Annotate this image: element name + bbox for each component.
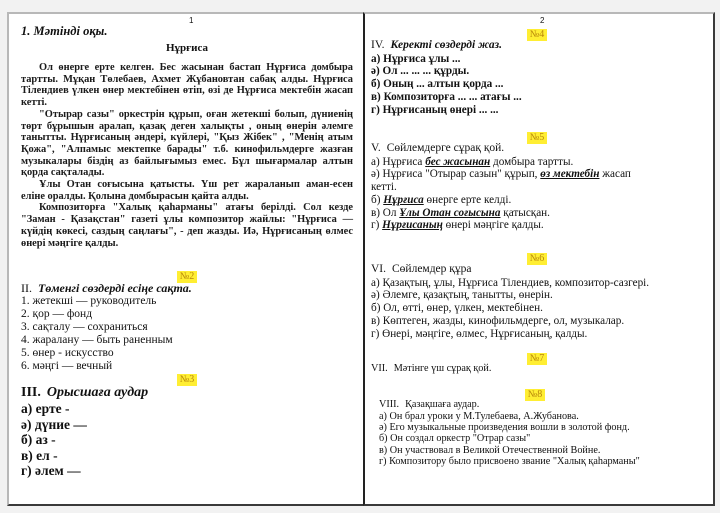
task-4-heading: IV. Керекті сөздерді жаз. — [371, 39, 502, 51]
story-title: Нұрғиса — [165, 42, 209, 54]
translate-item: ә) дүние — — [21, 416, 87, 432]
fill-item: в) Композиторға ... ... атағы ... — [371, 90, 522, 103]
translate-item: г) Композитору было присвоено звание "Халық қаһарманы" — [379, 455, 640, 467]
underlined-phrase: Нұрғисаның — [382, 219, 443, 232]
task-4-fill-words — [371, 26, 703, 116]
task-3-translate — [21, 371, 353, 479]
sentence-item: а) Қазақтың, ұлы, Нұрғиса Тілендиев, композитор-сазгері. — [371, 276, 650, 289]
paragraph: Композиторға "Халық қаһарманы" атағы берілді. Сол кезде "Заман - Қазақстан" газеті ұлы композитор жайлы: "Нұрғиса — күйдің көкесі, саздың саңлағы", - деп жазды. Иә, Нұрғисаның өлмес өнері мәңгіге қалды. — [21, 202, 353, 249]
vocab-item: 5. өнер - искусство — [21, 347, 114, 359]
task-7-three-questions — [371, 350, 703, 375]
task-badge: №5 — [527, 132, 548, 144]
task-7-heading: VII. Мәтінге үш сұрақ қой. — [371, 363, 492, 374]
translate-item: а) ерте - — [21, 401, 70, 416]
question-item: в) Ол Ұлы Отан соғысына қатысқан. — [371, 206, 550, 219]
fill-item: б) Оның ... алтын қорда ... — [371, 78, 504, 91]
fill-item: г) Нұрғисаның өнері ... ... — [371, 103, 499, 116]
task-badge: №6 — [527, 253, 548, 265]
sentence-item: г) Өнері, мәңгіге, өлмес, Нұрғисаның, қалды. — [371, 327, 588, 340]
question-item: а) Нұрғиса бес жасынан домбыра тартты. — [371, 155, 574, 168]
paragraph: "Отырар сазы" оркестрін құрып, оған жетекші болып, дүниенің төрт бұрышын аралап, қазақ деген халықты , оның өнерін әлемге танытты. Нұрғисаның әндері, күйлері, "Қыз Жібек" , "Менің атым Қожа", "Алпамыс мектепке барады" т.б. кинофильмдерге жазған музыкалары біздің аз байлығымыз емес. Бұл шығармалар алтын қорда сақталады. — [21, 108, 353, 179]
vocab-item: 3. сақталу — сохраниться — [21, 321, 148, 333]
task-8-translate-kazakh — [379, 386, 691, 467]
paragraph: Ұлы Отан соғысына қатысты. Үш рет жараланып аман-есен еліне оралды. Қолына домбырасын қайта алды. — [21, 179, 353, 202]
worksheet-page-2 — [363, 12, 715, 506]
task-1-reading — [21, 24, 353, 249]
underlined-phrase: бес жасынан — [425, 155, 491, 168]
vocab-item: 4. жаралану — быть раненным — [21, 334, 173, 346]
task-6-build-sentences — [371, 250, 703, 340]
sentence-item: б) Ол, өтті, өнер, үлкен, мектебінен. — [371, 302, 543, 315]
task-1-title: 1. Мәтінді оқы. — [21, 24, 108, 38]
translate-item: б) Он создал оркестр "Отрар сазы" — [379, 433, 531, 445]
task-badge: №8 — [525, 389, 546, 401]
vocab-item: 2. қор — фонд — [21, 308, 93, 320]
question-item: г) Нұрғисаның өнері мәңгіге қалды. — [371, 219, 544, 232]
underlined-phrase: өз мектебін — [540, 168, 600, 181]
vocab-item: 1. жетекші — руководитель — [21, 295, 157, 307]
worksheet-page-1 — [7, 12, 363, 506]
task-badge: №2 — [177, 271, 198, 283]
sentence-item: в) Көптеген, жазды, кинофильмдерге, ол, музыкалар. — [371, 314, 625, 327]
task-3-heading: III. Орысшаға аудар — [21, 385, 149, 400]
task-2-heading: II. Төменгі сөздерді есіңе сақта. — [21, 281, 192, 295]
translate-item: г) әлем — — [21, 463, 81, 478]
task-6-heading: VI. Сөйлемдер құра — [371, 263, 472, 275]
underlined-phrase: Ұлы Отан соғысына — [399, 206, 501, 219]
task-badge: №3 — [177, 374, 198, 386]
translate-item: б) аз - — [21, 432, 56, 447]
task-5-heading: V. Сөйлемдерге сұрақ қой. — [371, 142, 505, 154]
task-2-vocabulary — [21, 268, 353, 373]
fill-item: а) Нұрғиса ұлы ... — [371, 52, 461, 65]
question-item: б) Нұрғиса өнерге ерте келді. — [371, 193, 512, 206]
task-badge: №4 — [527, 29, 548, 41]
sentence-item: ә) Әлемге, қазақтың, танытты, өнерін. — [371, 289, 553, 302]
task-5-questions — [371, 129, 703, 232]
paragraph: Ол өнерге ерте келген. Бес жасынан бастап Нұрғиса домбыра тартты. Мұқан Төлебаев, Ахмет Жұбановтан сабақ алды. Нұрғиса Тілендиев үлкен өнер мектебінен өтіп, өзі де Нұрғиса мектебін жасап кетті. — [21, 62, 353, 109]
task-8-heading: VIII. Қазақшаға аудар. — [379, 399, 480, 410]
page-number: 2 — [540, 16, 545, 25]
vocab-item: 6. мәңгі — вечный — [21, 360, 113, 372]
translate-item: в) ел - — [21, 447, 58, 463]
translate-item: а) Он брал уроки у М.Тулебаева, А.Жубанова. — [379, 411, 579, 422]
task-badge: №7 — [527, 353, 548, 365]
question-item: ә) Нұрғиса "Отырар сазын" құрып, өз мектебін жасап кетті. — [371, 168, 631, 194]
page-number: 1 — [189, 16, 194, 25]
translate-item: ә) Его музыкальные произведения вошли в золотой фонд. — [379, 422, 630, 434]
translate-item: в) Он участвовал в Великой Отечественной Войне. — [379, 444, 601, 456]
underlined-phrase: Нұрғиса — [383, 193, 424, 206]
fill-item: ә) Ол ... ... ... құрды. — [371, 65, 470, 78]
